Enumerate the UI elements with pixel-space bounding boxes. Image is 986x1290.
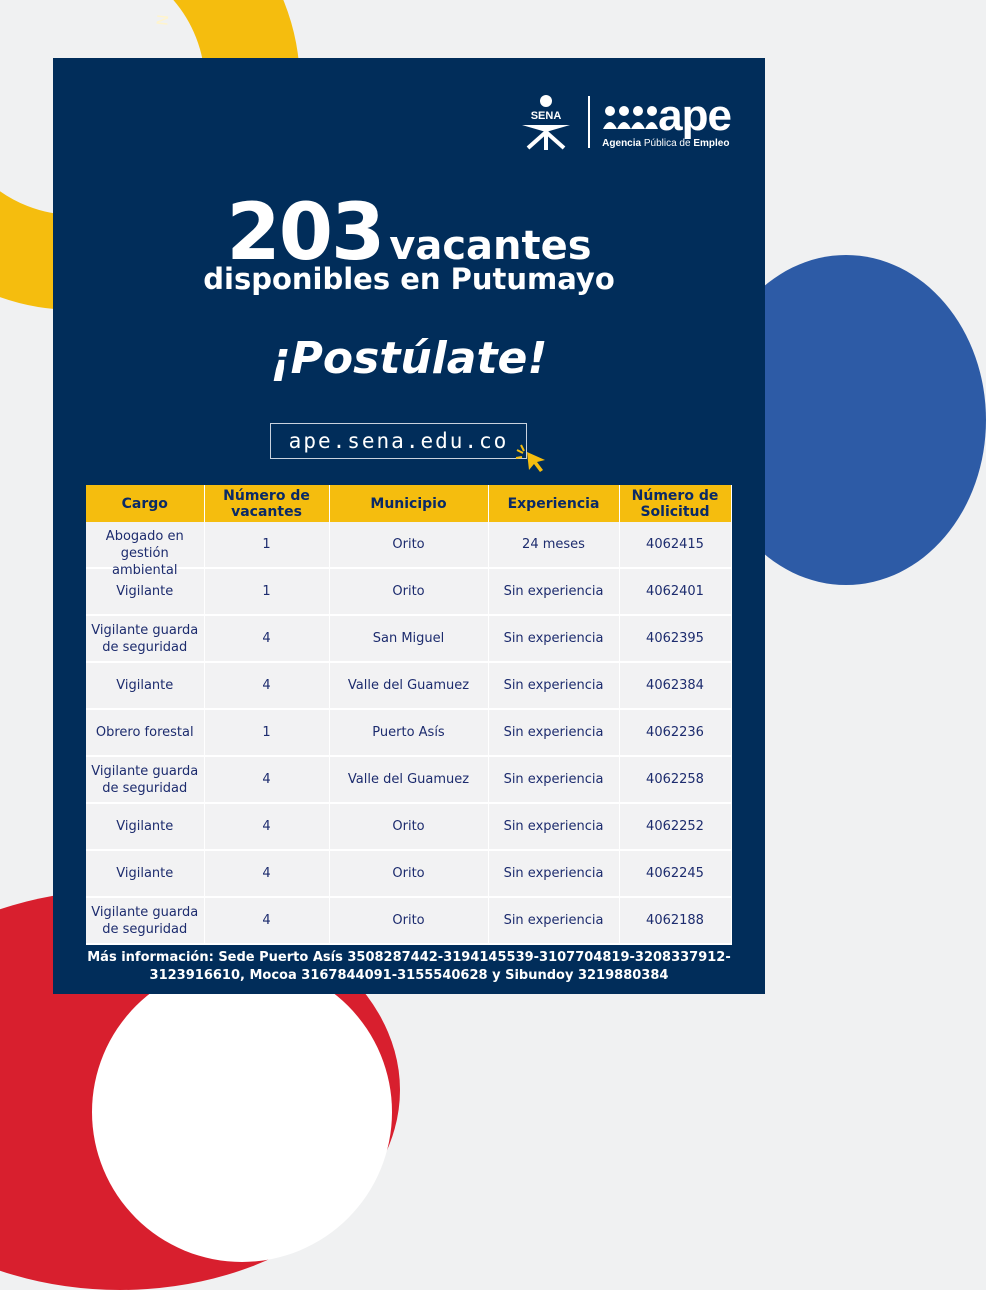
logo-divider: [588, 96, 590, 148]
cell-vacancies: 4: [204, 897, 329, 944]
cell-request-number: 4062245: [619, 850, 731, 897]
cell-municipality: Orito: [329, 803, 488, 850]
table-row: [86, 803, 731, 850]
cell-request-number: 4062188: [619, 897, 731, 944]
header-vacancies: Número de vacantes: [204, 485, 329, 522]
contact-text: Sede Puerto Asís 3508287442-3194145539-3107704819-3208337912-3123916610, Mocoa 3167844091-3155540628 y Sibundoy 3219880384: [149, 950, 731, 983]
cell-cargo: Vigilante guarda de seguridad: [86, 897, 204, 944]
cell-cargo: Abogado en gestión ambiental: [86, 522, 204, 568]
cell-vacancies: 1: [204, 522, 329, 568]
call-to-action: ¡Postúlate!: [270, 333, 548, 384]
ring-letter: N: [151, 13, 172, 31]
cell-vacancies: 4: [204, 850, 329, 897]
decor-white-circle: [92, 962, 392, 1262]
cell-experience: Sin experiencia: [488, 709, 619, 756]
cell-vacancies: 4: [204, 662, 329, 709]
cell-municipality: Valle del Guamuez: [329, 756, 488, 803]
table-row: [86, 522, 731, 568]
cell-cargo: Vigilante: [86, 568, 204, 615]
logo-bar: [516, 92, 731, 152]
cell-cargo: Vigilante: [86, 662, 204, 709]
table-row: [86, 897, 731, 944]
cell-request-number: 4062415: [619, 522, 731, 568]
cell-experience: Sin experiencia: [488, 897, 619, 944]
cell-experience: Sin experiencia: [488, 662, 619, 709]
vacancy-count: 203: [226, 188, 384, 278]
ape-logo: [602, 90, 731, 149]
table-row: [86, 615, 731, 662]
header-request-number: Número de Solicitud: [619, 485, 731, 522]
cell-municipality: Orito: [329, 568, 488, 615]
cell-vacancies: 1: [204, 709, 329, 756]
cell-vacancies: 4: [204, 803, 329, 850]
sena-logo: [516, 92, 576, 152]
header-municipality: Municipio: [329, 485, 488, 522]
cell-municipality: Orito: [329, 897, 488, 944]
vacancies-table: [86, 485, 732, 945]
contact-info: [83, 949, 735, 985]
cell-request-number: 4062401: [619, 568, 731, 615]
cell-municipality: Orito: [329, 522, 488, 568]
cell-request-number: 4062236: [619, 709, 731, 756]
cell-experience: Sin experiencia: [488, 803, 619, 850]
cell-cargo: Vigilante: [86, 850, 204, 897]
ape-word: ape: [658, 90, 731, 140]
cell-cargo: Vigilante: [86, 803, 204, 850]
cell-request-number: 4062395: [619, 615, 731, 662]
cell-experience: Sin experiencia: [488, 850, 619, 897]
cell-cargo: Obrero forestal: [86, 709, 204, 756]
contact-label: Más información:: [87, 950, 214, 965]
cell-request-number: 4062258: [619, 756, 731, 803]
table-row: [86, 709, 731, 756]
table-row: [86, 850, 731, 897]
cell-vacancies: 4: [204, 756, 329, 803]
cell-vacancies: 4: [204, 615, 329, 662]
click-cursor-icon: [515, 444, 549, 474]
cell-vacancies: 1: [204, 568, 329, 615]
cell-municipality: San Miguel: [329, 615, 488, 662]
cell-cargo: Vigilante guarda de seguridad: [86, 756, 204, 803]
sena-figure-icon: [516, 92, 576, 152]
vacancy-word: vacantes: [389, 223, 592, 269]
header-experience: Experiencia: [488, 485, 619, 522]
website-link[interactable]: ape.sena.edu.co: [270, 423, 527, 459]
table-row: [86, 662, 731, 709]
headline-subtitle: disponibles en Putumayo: [203, 262, 615, 296]
cell-experience: Sin experiencia: [488, 615, 619, 662]
cell-experience: Sin experiencia: [488, 568, 619, 615]
main-panel: [53, 58, 765, 994]
cell-municipality: Puerto Asís: [329, 709, 488, 756]
cell-municipality: Orito: [329, 850, 488, 897]
header-cargo: Cargo: [86, 485, 204, 522]
sena-label: SENA: [530, 110, 562, 122]
table-row: [86, 568, 731, 615]
cell-municipality: Valle del Guamuez: [329, 662, 488, 709]
table-header-row: [86, 485, 731, 522]
people-icon: [602, 99, 658, 133]
cell-experience: Sin experiencia: [488, 756, 619, 803]
cell-request-number: 4062252: [619, 803, 731, 850]
cell-experience: 24 meses: [488, 522, 619, 568]
ape-subtitle: Agencia Pública de Empleo: [602, 137, 730, 149]
table-row: [86, 756, 731, 803]
cell-cargo: Vigilante guarda de seguridad: [86, 615, 204, 662]
cell-request-number: 4062384: [619, 662, 731, 709]
